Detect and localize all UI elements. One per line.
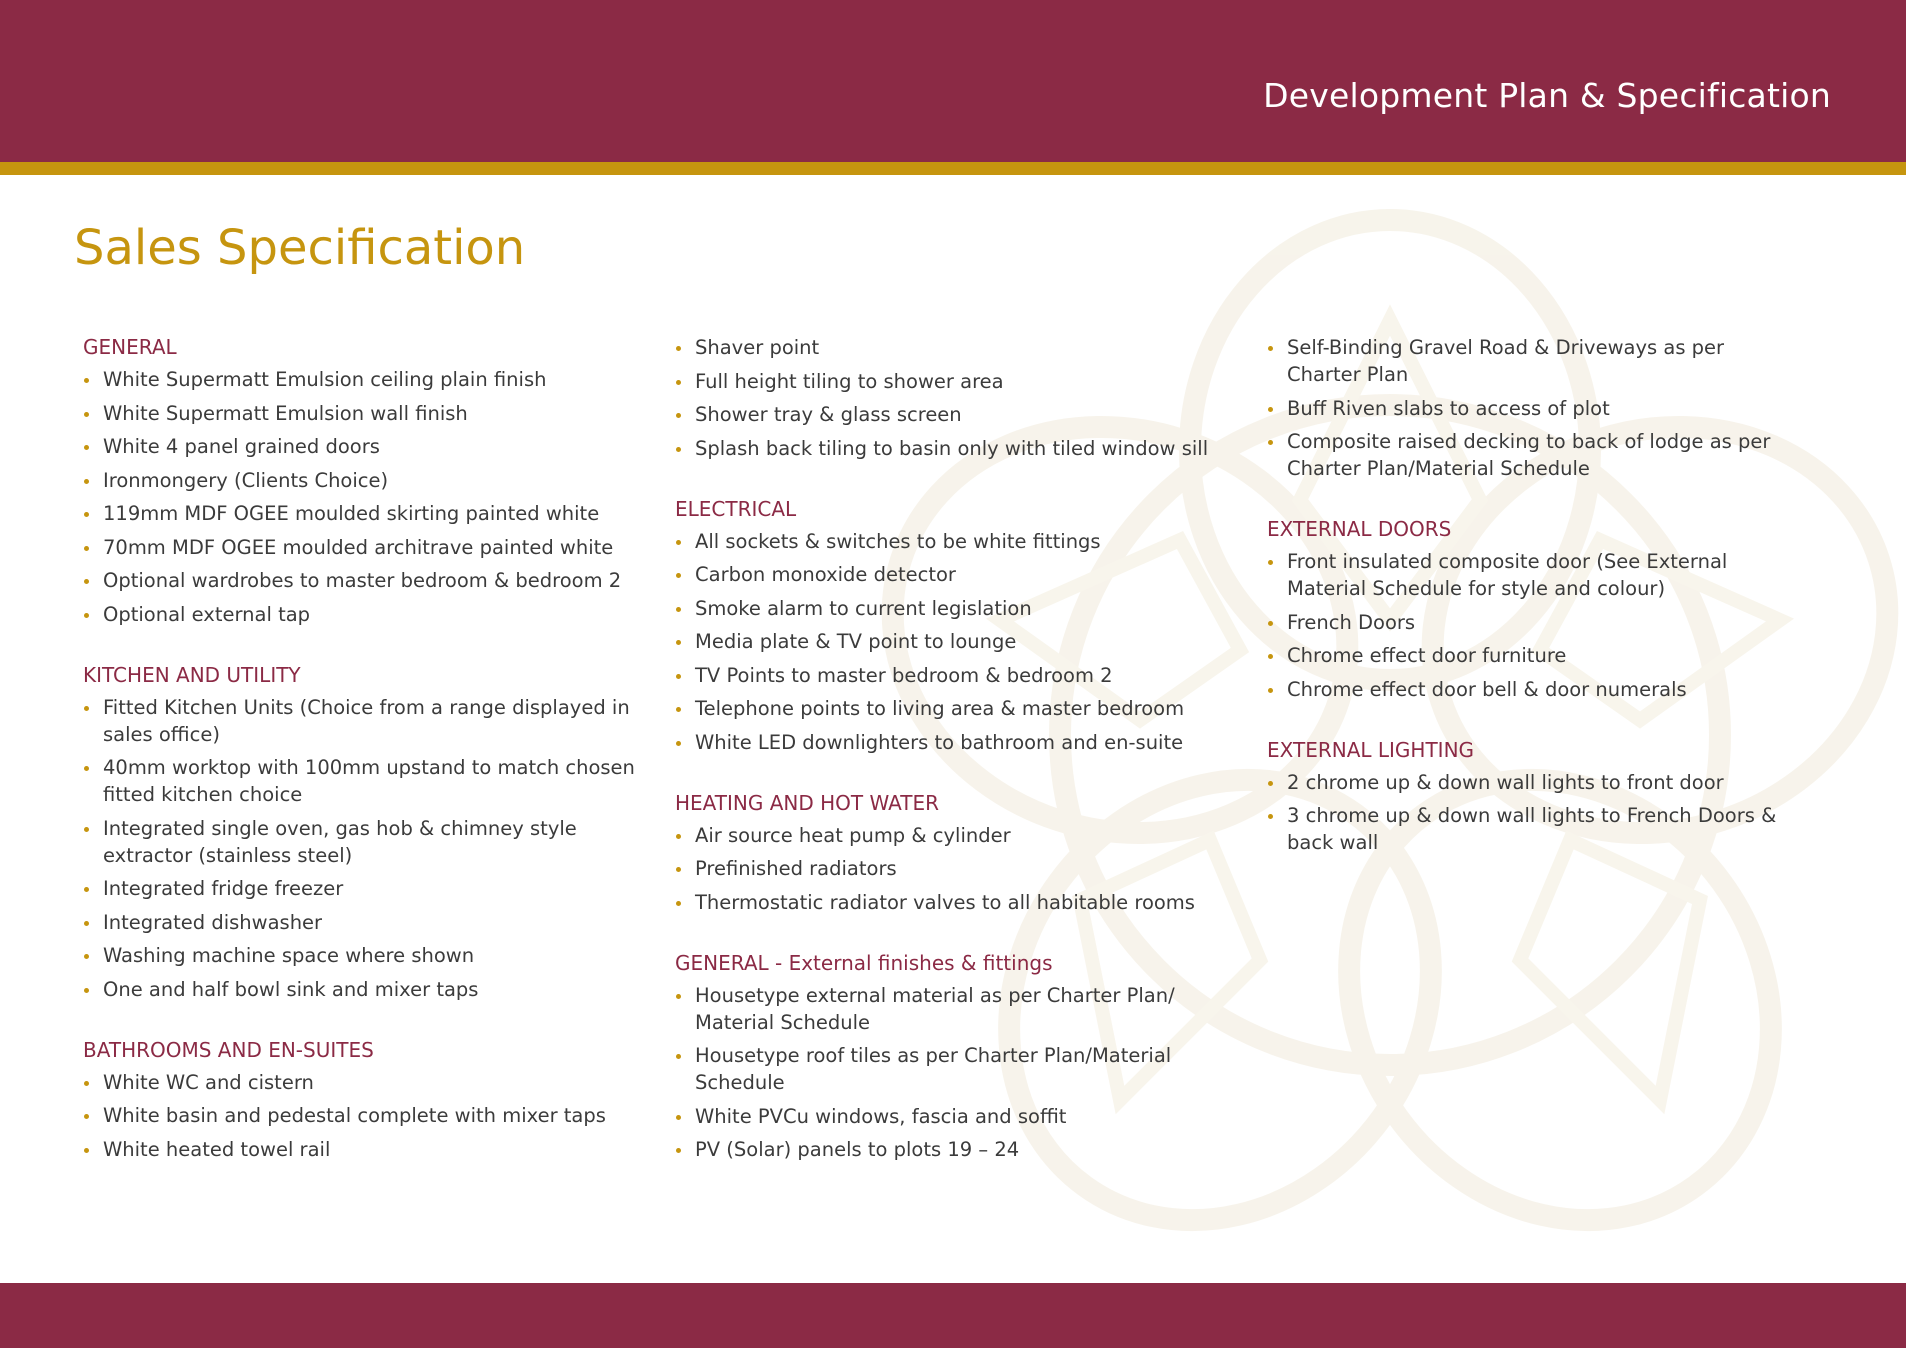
section-heading: KITCHEN AND UTILITY [83, 662, 301, 687]
section-external-doors [1267, 516, 1787, 703]
section-heading: EXTERNAL DOORS [1267, 517, 1452, 541]
section-heading: GENERAL [83, 335, 177, 359]
list-item: Ironmongery (Clients Choice) [83, 467, 643, 494]
gold-divider [0, 162, 1906, 175]
list-item: White WC and cistern [83, 1069, 643, 1096]
list-item: Housetype external material as per Charter Plan/ Material Schedule [675, 982, 1235, 1036]
list-item: Carbon monoxide detector [675, 561, 1235, 588]
section-kitchen-and-utility [83, 662, 643, 1003]
spec-column-2 [675, 334, 1235, 1197]
list-item: Shaver point [675, 334, 1235, 361]
section-bathrooms-continued [675, 334, 1235, 462]
section-external-lighting [1267, 737, 1787, 857]
list-item: Front insulated composite door (See External Material Schedule for style and colour) [1267, 548, 1787, 602]
list-item: Air source heat pump & cylinder [675, 822, 1235, 849]
section-heading: GENERAL - External finishes & fittings [675, 950, 1053, 975]
section-heading: EXTERNAL LIGHTING [1267, 737, 1475, 762]
list-item: White PVCu windows, fascia and soffit [675, 1103, 1235, 1130]
section-electrical [675, 496, 1235, 756]
list-item: Splash back tiling to basin only with tiled window sill [675, 435, 1235, 462]
section-heading: BATHROOMS AND EN-SUITES [83, 1037, 374, 1062]
list-item: Prefinished radiators [675, 855, 1235, 882]
list-item: Media plate & TV point to lounge [675, 628, 1235, 655]
list-item: Buff Riven slabs to access of plot [1267, 395, 1787, 422]
list-item: White heated towel rail [83, 1136, 643, 1163]
section-heating-and-hot-water [675, 790, 1235, 916]
list-item: Fitted Kitchen Units (Choice from a range displayed in sales office) [83, 694, 643, 748]
section-general [83, 334, 643, 628]
section-external-continued [1267, 334, 1787, 482]
list-item: Integrated single oven, gas hob & chimney style extractor (stainless steel) [83, 815, 643, 869]
section-general-external [675, 950, 1235, 1164]
list-item: Self-Binding Gravel Road & Driveways as per Charter Plan [1267, 334, 1787, 388]
list-item: Thermostatic radiator valves to all habitable rooms [675, 889, 1235, 916]
list-item: Housetype roof tiles as per Charter Plan/Material Schedule [675, 1042, 1235, 1096]
section-heading: HEATING AND HOT WATER [675, 790, 940, 815]
list-item: 2 chrome up & down wall lights to front door [1267, 769, 1787, 796]
list-item: Washing machine space where shown [83, 942, 643, 969]
list-item: 119mm MDF OGEE moulded skirting painted white [83, 500, 643, 527]
list-item: All sockets & switches to be white fittings [675, 528, 1235, 555]
list-item: Shower tray & glass screen [675, 401, 1235, 428]
list-item: Chrome effect door furniture [1267, 642, 1787, 669]
section-heading: ELECTRICAL [675, 496, 797, 521]
list-item: 3 chrome up & down wall lights to French Doors & back wall [1267, 802, 1787, 856]
list-item: PV (Solar) panels to plots 19 – 24 [675, 1136, 1235, 1163]
spec-column-3 [1267, 334, 1787, 890]
list-item: White LED downlighters to bathroom and en-suite [675, 729, 1235, 756]
list-item: Telephone points to living area & master bedroom [675, 695, 1235, 722]
list-item: TV Points to master bedroom & bedroom 2 [675, 662, 1235, 689]
spec-column-1 [83, 334, 643, 1197]
list-item: Composite raised decking to back of lodge as per Charter Plan/Material Schedule [1267, 428, 1787, 482]
list-item: Integrated dishwasher [83, 909, 643, 936]
header-title: Development Plan & Specification [1263, 76, 1831, 115]
header-bar [0, 0, 1906, 162]
list-item: White 4 panel grained doors [83, 433, 643, 460]
list-item: 40mm worktop with 100mm upstand to match chosen fitted kitchen choice [83, 754, 643, 808]
list-item: Optional wardrobes to master bedroom & bedroom 2 [83, 567, 643, 594]
list-item: French Doors [1267, 609, 1787, 636]
section-bathrooms-and-en-suites [83, 1037, 643, 1163]
list-item: White Supermatt Emulsion ceiling plain finish [83, 366, 643, 393]
list-item: Optional external tap [83, 601, 643, 628]
list-item: White basin and pedestal complete with mixer taps [83, 1102, 643, 1129]
list-item: Integrated fridge freezer [83, 875, 643, 902]
list-item: One and half bowl sink and mixer taps [83, 976, 643, 1003]
footer-bar [0, 1283, 1906, 1348]
list-item: Full height tiling to shower area [675, 368, 1235, 395]
list-item: Smoke alarm to current legislation [675, 595, 1235, 622]
page-title: Sales Specification [74, 220, 526, 276]
list-item: Chrome effect door bell & door numerals [1267, 676, 1787, 703]
list-item: White Supermatt Emulsion wall finish [83, 400, 643, 427]
list-item: 70mm MDF OGEE moulded architrave painted white [83, 534, 643, 561]
